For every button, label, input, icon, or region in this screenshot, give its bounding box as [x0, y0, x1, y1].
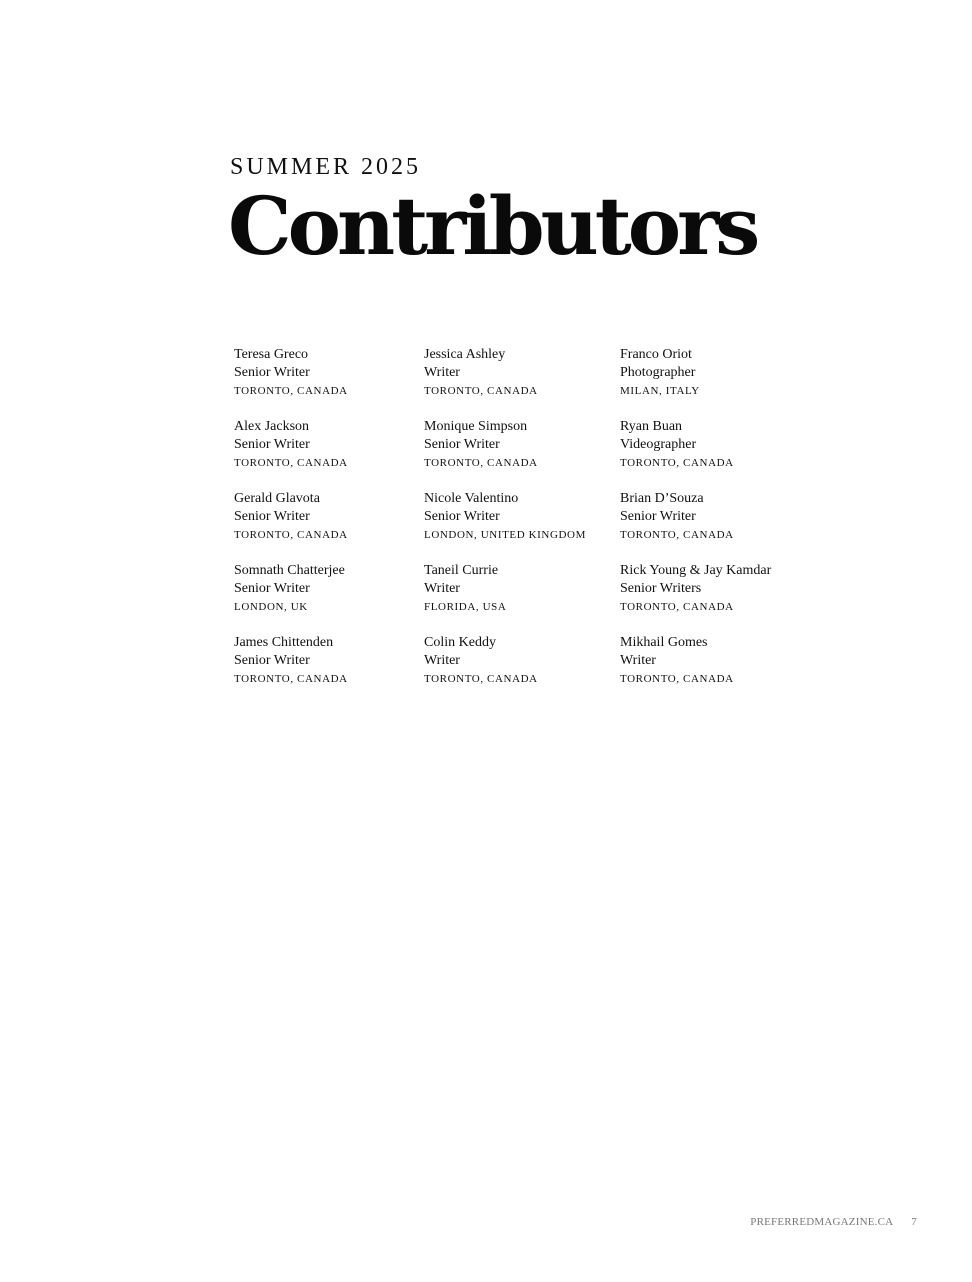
contributor-location: LONDON, UK — [234, 601, 308, 613]
contributor-entry — [620, 634, 771, 706]
contributor-role: Senior Writer — [234, 437, 310, 452]
contributor-location: MILAN, ITALY — [620, 385, 700, 397]
contributor-role: Senior Writer — [234, 653, 310, 668]
contributor-location: LONDON, UNITED KINGDOM — [424, 529, 586, 541]
contributor-role: Writer — [424, 653, 460, 668]
contributor-entry — [620, 562, 771, 634]
contributors-column-1 — [234, 346, 348, 706]
contributor-role: Videographer — [620, 437, 697, 452]
contributor-name: Mikhail Gomes — [620, 635, 708, 650]
contributor-entry — [620, 490, 771, 562]
contributor-name: Monique Simpson — [424, 419, 528, 434]
page-header — [228, 152, 757, 273]
contributor-name: Nicole Valentino — [424, 491, 519, 506]
contributor-location: TORONTO, CANADA — [620, 673, 734, 685]
contributor-role: Senior Writer — [234, 509, 310, 524]
contributor-name: Jessica Ashley — [424, 347, 506, 362]
contributor-role: Senior Writer — [234, 365, 310, 380]
contributor-name: Colin Keddy — [424, 635, 496, 650]
contributor-role: Photographer — [620, 365, 696, 380]
contributor-location: TORONTO, CANADA — [234, 457, 348, 469]
contributor-name: Rick Young & Jay Kamdar — [620, 563, 772, 578]
contributor-entry — [234, 490, 348, 562]
page-number: 7 — [911, 1216, 917, 1228]
contributor-entry — [234, 562, 348, 634]
contributor-entry — [424, 418, 586, 490]
contributor-name: Franco Oriot — [620, 347, 692, 362]
contributor-entry — [424, 562, 586, 634]
contributors-column-2 — [424, 346, 586, 706]
contributor-role: Writer — [620, 653, 656, 668]
contributor-name: Gerald Glavota — [234, 491, 320, 506]
site-url: PREFERREDMAGAZINE.CA — [750, 1216, 894, 1228]
contributor-role: Senior Writer — [424, 509, 500, 524]
contributor-entry — [424, 634, 586, 706]
contributor-location: TORONTO, CANADA — [234, 673, 348, 685]
contributor-entry — [234, 346, 348, 418]
contributor-location: TORONTO, CANADA — [234, 385, 348, 397]
contributor-role: Writer — [424, 581, 460, 596]
contributor-location: TORONTO, CANADA — [424, 385, 538, 397]
contributor-location: FLORIDA, USA — [424, 601, 507, 613]
contributor-name: Teresa Greco — [234, 347, 309, 362]
contributor-location: TORONTO, CANADA — [620, 601, 734, 613]
page-title: Contributors — [228, 179, 757, 273]
contributor-name: Ryan Buan — [620, 419, 683, 434]
contributor-role: Senior Writer — [234, 581, 310, 596]
contributor-entry — [424, 490, 586, 562]
contributor-name: Brian D’Souza — [620, 491, 704, 506]
contributor-role: Senior Writer — [424, 437, 500, 452]
contributor-name: James Chittenden — [234, 635, 334, 650]
contributor-name: Alex Jackson — [234, 419, 310, 434]
contributor-entry — [620, 346, 771, 418]
contributor-name: Taneil Currie — [424, 563, 499, 578]
contributor-entry — [620, 418, 771, 490]
contributor-location: TORONTO, CANADA — [620, 529, 734, 541]
contributor-location: TORONTO, CANADA — [620, 457, 734, 469]
contributors-column-3 — [620, 346, 771, 706]
page-footer — [750, 1216, 917, 1228]
contributor-entry — [234, 418, 348, 490]
contributor-name: Somnath Chatterjee — [234, 563, 345, 578]
issue-label: SUMMER 2025 — [230, 154, 422, 180]
contributor-entry — [234, 634, 348, 706]
contributor-entry — [424, 346, 586, 418]
contributor-role: Writer — [424, 365, 460, 380]
contributor-role: Senior Writers — [620, 581, 702, 596]
contributor-location: TORONTO, CANADA — [424, 457, 538, 469]
contributor-location: TORONTO, CANADA — [234, 529, 348, 541]
contributor-role: Senior Writer — [620, 509, 696, 524]
contributor-location: TORONTO, CANADA — [424, 673, 538, 685]
